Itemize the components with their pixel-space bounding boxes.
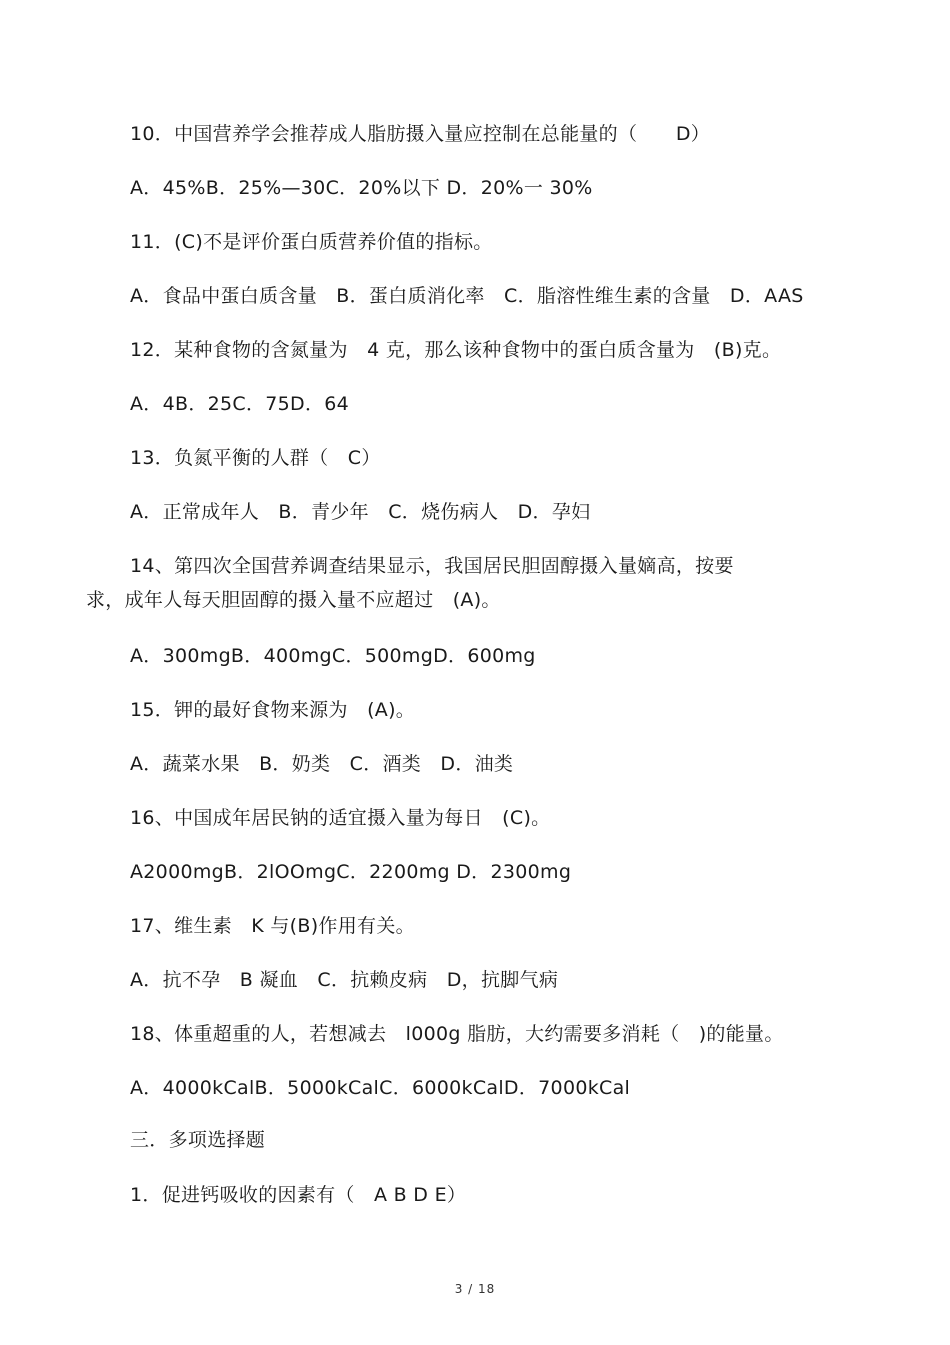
section-heading: 三．多项选择题 xyxy=(130,1129,266,1151)
question-16: 16、中国成年居民钠的适宜摄入量为每日 (C)。 xyxy=(130,807,551,829)
question-14: 14、第四次全国营养调查结果显示，我国居民胆固醇摄入量嫡高，按要 xyxy=(130,555,734,577)
question-14-continued: 求，成年人每天胆固醇的摄入量不应超过 (A)。 xyxy=(86,589,501,611)
question-10-options: A．45%B．25%—30C．20%以下 D．20%一 30% xyxy=(130,177,593,199)
question-15: 15．钾的最好食物来源为 (A)。 xyxy=(130,699,416,721)
question-11-options: A．食品中蛋白质含量 B．蛋白质消化率 C．脂溶性维生素的含量 D．AAS xyxy=(130,285,804,307)
question-12: 12．某种食物的含氮量为 4 克，那么该种食物中的蛋白质含量为 (B)克。 xyxy=(130,339,782,361)
question-13-options: A．正常成年人 B．青少年 C．烧伤病人 D．孕妇 xyxy=(130,501,591,523)
question-11: 11．(C)不是评价蛋白质营养价值的指标。 xyxy=(130,231,493,253)
page-number: 3 / 18 xyxy=(454,1282,496,1296)
question-17-options: A．抗不孕 B 凝血 C．抗赖皮病 D，抗脚气病 xyxy=(130,969,559,991)
question-16-options: A2000mgB．2lOOmgC．2200mg D．2300mg xyxy=(130,861,572,883)
question-15-options: A．蔬菜水果 B．奶类 C．酒类 D．油类 xyxy=(130,753,514,775)
question-12-options: A．4B．25C．75D．64 xyxy=(130,393,350,415)
question-18-options: A．4000kCalB．5000kCalC．6000kCalD．7000kCal xyxy=(130,1077,631,1099)
question-17: 17、维生素 K 与(B)作用有关。 xyxy=(130,915,415,937)
question-14-options: A．300mgB．400mgC．500mgD．600mg xyxy=(130,645,536,667)
question-13: 13．负氮平衡的人群（ C） xyxy=(130,447,381,469)
question-10: 10．中国营养学会推荐成人脂肪摄入量应控制在总能量的（ D） xyxy=(130,123,711,145)
question-18: 18、体重超重的人，若想减去 l000g 脂肪，大约需要多消耗（ )的能量。 xyxy=(130,1023,784,1045)
multi-question-1: 1．促进钙吸收的因素有（ A B D E） xyxy=(130,1184,467,1206)
